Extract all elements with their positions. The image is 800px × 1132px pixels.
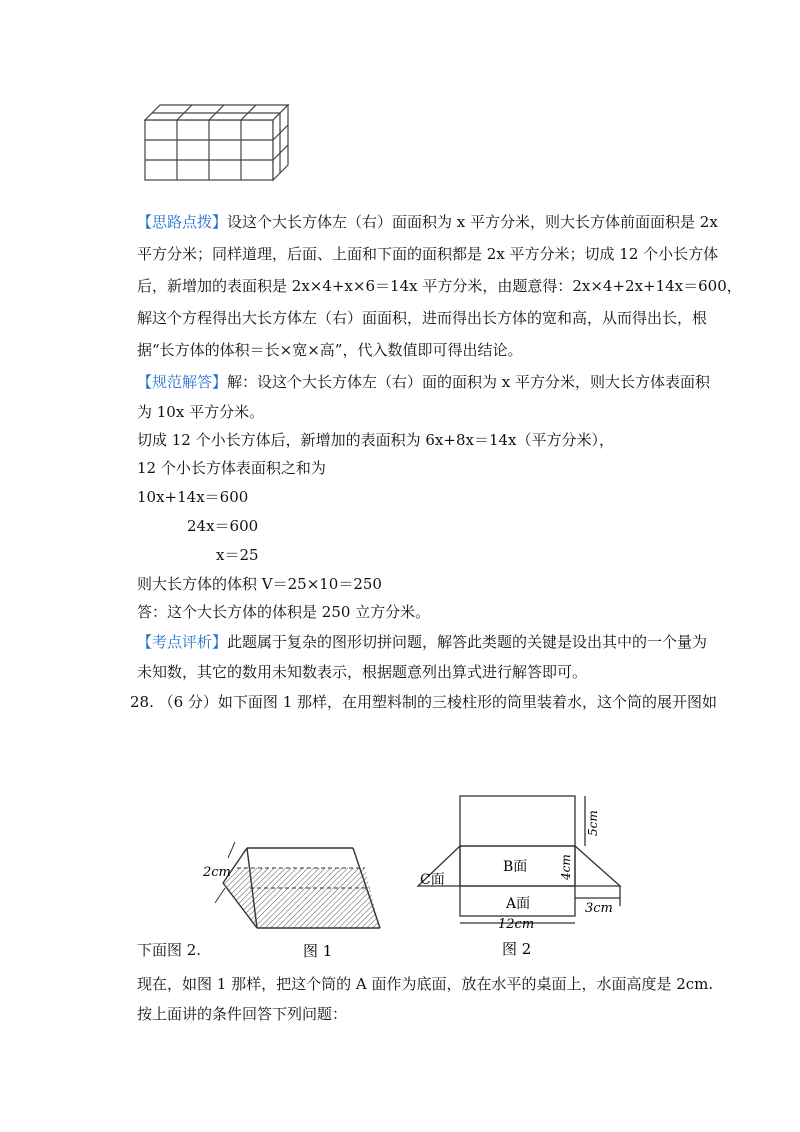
analysis-text-1: 此题属于复杂的图形切拼问题，解答此类题的关键是设出其中的一个量为 [227,633,708,651]
solution-line-3: 切成 12 个小长方体后，新增加的表面积为 6x+8x＝14x（平方分米）， [137,431,615,449]
dim-3cm: 3cm [585,901,613,916]
solution-line-2: 为 10x 平方分米。 [137,403,265,421]
face-b-label: B面 [503,859,528,875]
face-c-label: C面 [420,872,445,888]
fig1-height-label: 2cm [203,865,231,880]
question-28-line-4: 按上面讲的条件回答下列问题： [137,1005,348,1023]
solution-answer: 答：这个大长方体的体积是 250 立方分米。 [137,603,431,621]
analysis-line-2: 未知数，其它的数用未知数表示，根据题意列出算式进行解答即可。 [137,663,588,681]
analysis-line-1 [137,632,707,652]
figure-2-net [410,788,645,963]
cuboid-figure [140,100,290,185]
solution-tag: 【规范解答】 [137,373,228,391]
equation-2: 24x＝600 [187,517,259,535]
face-a-label: A面 [506,896,531,912]
fig2-caption: 图 2 [502,940,532,958]
hint-text-1: 设这个大长方体左（右）面面积为 x 平方分米，则大长方体前面面积是 2x [227,213,718,231]
solution-line-1 [137,372,710,392]
fig1-caption: 图 1 [303,942,333,958]
hint-tag: 【思路点拨】 [137,213,228,231]
solution-text-1: 解：设这个大长方体左（右）面的面积为 x 平方分米，则大长方体表面积 [227,373,711,391]
dim-12cm: 12cm [498,917,535,932]
hint-line-1 [137,212,718,232]
dim-4cm: 4cm [559,854,573,880]
dim-5cm: 5cm [586,810,600,836]
question-28-line-3: 现在，如图 1 那样，把这个筒的 A 面作为底面，放在水平的桌面上，水面高度是 2cm. [137,975,714,993]
question-28-line-1: 28. （6 分）如下面图 1 那样，在用塑料制的三棱柱形的筒里装着水，这个筒的展开图如 [130,693,718,711]
hint-line-5: 据“长方体的体积＝长×宽×高”，代入数值即可得出结论。 [137,341,523,359]
solution-line-4: 12 个小长方体表面积之和为 [137,459,326,477]
hint-line-3: 后，新增加的表面积是 2x×4+x×6＝14x 平方分米，由题意得：2x×4+2x+14x＝600， [137,277,742,295]
analysis-tag: 【考点评析】 [137,633,228,651]
hint-line-4: 解这个方程得出大长方体左（右）面面积，进而得出长方体的宽和高，从而得出长，根 [137,309,708,327]
equation-3: x＝25 [216,546,259,564]
hint-line-2: 平方分米；同样道理，后面、上面和下面的面积都是 2x 平方分米；切成 12 个小长方体 [137,245,719,263]
equation-1: 10x+14x＝600 [137,488,249,506]
figure-1-prism [195,828,395,958]
solution-line-8: 则大长方体的体积 V＝25×10＝250 [137,575,382,593]
question-28-line-2: 下面图 2. [137,941,202,959]
